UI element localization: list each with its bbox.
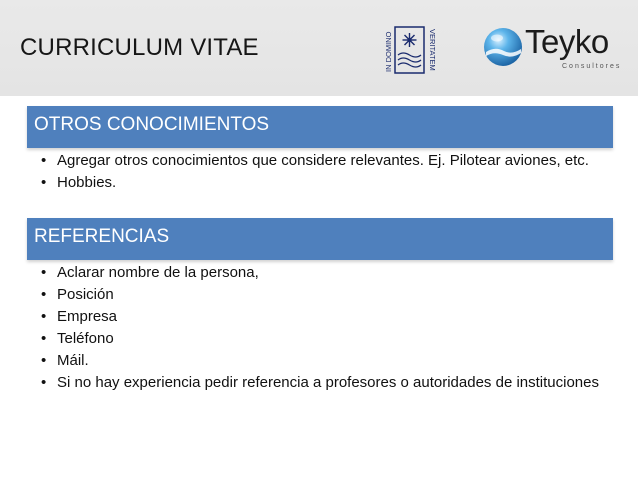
bullet-item: • Agregar otros conocimientos que considere relevantes. Ej. Pilotear aviones, etc. [40, 152, 605, 170]
bullet-item: • Hobbies. [40, 174, 605, 192]
section-heading: OTROS CONOCIMIENTOS [34, 114, 270, 135]
section-heading-bar-referencias [27, 218, 613, 260]
slide-header [0, 0, 638, 96]
seal-right-text: VERITATEM [428, 29, 437, 71]
bullet-item: • Empresa [40, 308, 605, 326]
teyko-brand-name: Teyko [525, 23, 609, 60]
section-heading-bar-otros-conocimientos [27, 106, 613, 148]
bullet-item: • Máil. [40, 352, 605, 370]
teyko-brand-tagline: Consultores [562, 63, 622, 70]
bullet-item: • Si no hay experiencia pedir referencia a profesores o autoridades de instituciones [40, 374, 605, 392]
slide-title: CURRICULUM VITAE [20, 34, 259, 61]
bullet-list-referencias [40, 264, 605, 396]
bullet-item: • Posición [40, 286, 605, 304]
bullet-item: • Aclarar nombre de la persona, [40, 264, 605, 282]
university-seal-logo [377, 25, 442, 75]
seal-left-text: IN DOMINO [384, 31, 393, 72]
bullet-list-otros-conocimientos [40, 152, 605, 196]
teyko-globe-icon [483, 27, 523, 67]
bullet-item: • Teléfono [40, 330, 605, 348]
section-heading: REFERENCIAS [34, 226, 170, 247]
